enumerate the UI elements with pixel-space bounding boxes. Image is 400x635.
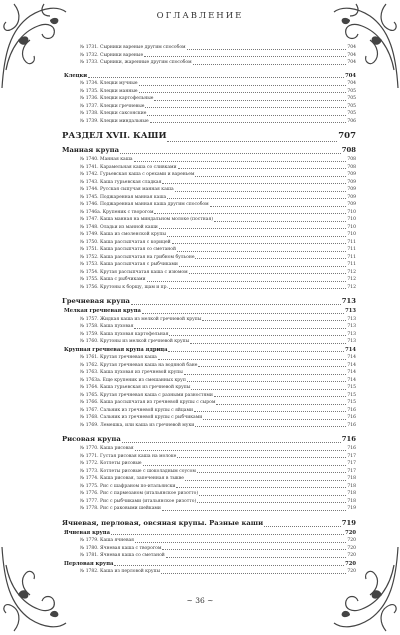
toc-entry-page: 715: [347, 392, 356, 398]
toc-entry-page: 710: [347, 217, 356, 222]
dot-leader: [216, 404, 346, 405]
toc-entry-page: 713: [347, 339, 356, 344]
toc-entry-page: 709: [347, 202, 356, 207]
dot-leader: [161, 573, 346, 574]
toc-entry[interactable]: [62, 422, 356, 430]
toc-entry-page: 714: [347, 362, 356, 368]
toc-entry-title: № 1734. Клецки мучные: [80, 81, 138, 86]
toc-entry[interactable]: [62, 407, 356, 415]
dot-leader: [131, 304, 341, 305]
dot-leader: [203, 419, 346, 420]
toc-entry-page: 718: [347, 498, 356, 504]
toc-entry-page: 718: [347, 476, 356, 481]
toc-entry-title: № 1768. Сальник из гречневой крупы с рыбчиками: [80, 415, 203, 420]
toc-entry[interactable]: [62, 186, 356, 194]
dot-leader: [147, 115, 346, 116]
toc-entry-title: № 1759. Каша пуховая картофельная: [80, 331, 169, 337]
dot-leader: [177, 457, 346, 458]
toc-entry-page: 716: [341, 435, 356, 443]
toc-category[interactable]: [62, 518, 356, 529]
toc-entry-title: № 1761. Крутая гречневая каша: [80, 355, 157, 360]
toc-entry-page: 713: [341, 297, 356, 305]
toc-entry[interactable]: [62, 201, 356, 209]
toc-entry-title: Ячневая крупа: [64, 529, 110, 536]
toc-entry-page: 712: [347, 284, 356, 290]
toc-entry[interactable]: [62, 209, 356, 217]
toc-section[interactable]: [62, 129, 356, 144]
dot-leader: [178, 168, 347, 169]
dot-leader: [154, 100, 346, 101]
dot-leader: [139, 85, 347, 86]
toc-entry-page: 719: [341, 518, 356, 527]
toc-entry-page: 720: [347, 538, 356, 543]
toc-entry[interactable]: [62, 505, 356, 513]
toc-entry[interactable]: [62, 490, 356, 498]
toc-entry[interactable]: [62, 377, 356, 385]
toc-entry[interactable]: [62, 246, 356, 254]
toc-entry-title: № 1755. Каша с рыбчиками: [80, 277, 146, 282]
dot-leader: [172, 243, 347, 244]
dot-leader: [197, 502, 346, 503]
dot-leader: [184, 374, 347, 375]
dot-leader: [122, 442, 341, 443]
dot-leader: [145, 107, 346, 108]
toc-entry-title: № 1737. Клецки гречневые: [80, 103, 145, 109]
dot-leader: [214, 396, 347, 397]
toc-entry-title: Ячневая, перловая, овсяная крупы. Разные каши: [62, 518, 264, 527]
toc-category[interactable]: [62, 145, 356, 156]
toc-entry[interactable]: [62, 399, 356, 407]
dot-leader: [120, 153, 341, 154]
toc-entry-title: № 1760. Крутоны из мелкой гречневой крупы: [80, 339, 190, 344]
dot-leader: [167, 141, 337, 142]
toc-entry-title: № 1782. Каша из перловой крупы: [80, 569, 161, 574]
toc-entry-page: 707: [338, 131, 356, 141]
toc-entry-title: № 1779. Каша ячневая: [80, 538, 134, 543]
dot-leader: [147, 281, 347, 282]
toc-entry[interactable]: [62, 44, 356, 52]
toc-entry-page: 708: [341, 146, 356, 154]
toc-entry[interactable]: [62, 224, 356, 232]
toc-entry[interactable]: [62, 118, 356, 126]
toc-entry-title: Мелкая гречневая крупа: [64, 308, 141, 314]
toc-entry-page: 718: [347, 483, 356, 489]
toc-entry[interactable]: [62, 453, 356, 461]
toc-entry-page: 705: [347, 103, 356, 109]
toc-entry-title: № 1775. Рис с шафраном по-итальянски: [80, 483, 176, 489]
toc-subsection[interactable]: [62, 560, 356, 569]
toc-entry[interactable]: [62, 568, 356, 576]
toc-entry-page: 714: [345, 346, 356, 353]
toc-entry[interactable]: [62, 460, 356, 468]
toc-entry-page: 714: [347, 377, 356, 383]
dot-leader: [144, 56, 346, 57]
toc-entry-page: 709: [347, 187, 356, 192]
toc-entry-title: № 1766. Каша рассыпчатая из гречневой крупы с сыром: [80, 400, 216, 405]
toc-entry-title: № 1733. Сырники, жаренные другим способом: [80, 60, 192, 65]
toc-entry-title: № 1748. Оладьи из манной каши: [80, 224, 158, 230]
dot-leader: [111, 534, 344, 535]
dot-leader: [177, 251, 346, 252]
toc-entry-title: Рисовая крупа: [62, 435, 121, 443]
toc-entry-title: № 1751. Каша рассыпчатая со сметаной: [80, 247, 176, 252]
toc-list: [62, 44, 356, 576]
toc-entry-title: № 1735. Клецки манные: [80, 88, 138, 94]
toc-entry[interactable]: [62, 384, 356, 392]
toc-entry-page: 709: [347, 172, 356, 177]
toc-entry-page: 712: [347, 277, 356, 282]
dot-leader: [167, 236, 346, 237]
toc-entry-title: № 1747. Каша манная на миндальном молоке (постная): [80, 217, 214, 222]
toc-entry[interactable]: [62, 331, 356, 339]
dot-leader: [114, 565, 344, 566]
dot-leader: [167, 198, 346, 199]
dot-leader: [166, 557, 347, 558]
dot-leader: [187, 49, 347, 50]
toc-entry[interactable]: [62, 276, 356, 284]
toc-entry-page: 715: [347, 400, 356, 405]
toc-entry-page: 713: [347, 331, 356, 337]
toc-entry-page: 715: [347, 385, 356, 390]
toc-entry-page: 711: [347, 254, 356, 260]
toc-entry-title: № 1778. Рис с раковыми шейками: [80, 506, 161, 511]
dot-leader: [135, 450, 347, 451]
toc-entry-title: № 1757. Жидкая каша из мелкой гречневой крупы: [80, 316, 202, 322]
toc-entry-page: 717: [347, 461, 356, 466]
toc-entry-title: № 1769. Лемешка, или каша из гречневой муки: [80, 422, 195, 428]
toc-entry[interactable]: [62, 323, 356, 331]
toc-entry-title: № 1780. Ячневая каша с творогом: [80, 545, 162, 551]
toc-entry[interactable]: [62, 231, 356, 239]
toc-entry-page: 720: [347, 569, 356, 574]
toc-entry-page: 704: [347, 52, 356, 58]
toc-entry-title: Клецки: [64, 72, 88, 79]
dot-leader: [191, 389, 346, 390]
toc-entry-page: 705: [347, 111, 356, 116]
toc-entry[interactable]: [62, 414, 356, 422]
dot-leader: [175, 191, 347, 192]
toc-entry-page: 716: [347, 422, 356, 428]
toc-entry-title: № 1764. Каша гурьевская из гречневой крупы: [80, 385, 191, 390]
toc-entry[interactable]: [62, 392, 356, 400]
toc-subsection[interactable]: [62, 346, 356, 355]
toc-entry-page: 710: [347, 209, 356, 215]
toc-entry-page: 720: [345, 529, 356, 536]
toc-entry-page: 719: [347, 506, 356, 511]
dot-leader: [169, 335, 346, 336]
toc-entry[interactable]: [62, 468, 356, 476]
bottom-left-ornament: [0, 545, 70, 635]
toc-entry-title: № 1773. Котлеты рисовые с шоколадным соусом: [80, 468, 196, 474]
toc-entry-title: № 1744. Русская сыпучая манная каша: [80, 187, 174, 192]
toc-entry-title: № 1741. Карамельная каша со сливками: [80, 164, 177, 170]
dot-leader: [135, 542, 346, 543]
toc-entry-title: Гречневая крупа: [62, 297, 130, 305]
toc-entry-page: 717: [347, 453, 356, 459]
toc-entry-page: 710: [347, 232, 356, 237]
toc-entry-title: № 1740. Манная каша: [80, 157, 133, 162]
toc-entry-title: № 1772. Котлеты рисовые: [80, 461, 142, 466]
toc-entry[interactable]: [62, 284, 356, 292]
dot-leader: [169, 288, 346, 289]
dot-leader: [198, 366, 346, 367]
toc-subsection[interactable]: [62, 72, 356, 81]
toc-entry[interactable]: [62, 354, 356, 362]
toc-entry[interactable]: [62, 103, 356, 111]
dot-leader: [150, 122, 347, 123]
toc-entry[interactable]: [62, 254, 356, 262]
toc-entry-title: № 1762. Крутая гречневая каша на водяной бане: [80, 362, 198, 368]
dot-leader: [142, 313, 344, 314]
page-header: ОГЛАВЛЕНИЕ: [156, 11, 244, 21]
toc-entry-title: Манная крупа: [62, 146, 120, 154]
toc-entry-page: 709: [347, 179, 356, 185]
toc-entry[interactable]: [62, 59, 356, 67]
toc-entry-page: 708: [347, 157, 356, 162]
toc-entry-page: 711: [347, 239, 356, 245]
dot-leader: [176, 487, 346, 488]
toc-entry-title: № 1765. Крутая гречневая каша с разными разностями: [80, 392, 213, 398]
dot-leader: [168, 351, 344, 352]
toc-entry-title: № 1770. Каша рисовая: [80, 446, 134, 451]
dot-leader: [214, 221, 346, 222]
toc-entry[interactable]: [62, 164, 356, 172]
toc-entry-title: № 1736. Клецки картофельные: [80, 96, 154, 101]
toc-entry-title: № 1731. Сырники вареные другим способом: [80, 45, 186, 50]
toc-entry[interactable]: [62, 483, 356, 491]
toc-category[interactable]: [62, 434, 356, 445]
dot-leader: [190, 343, 346, 344]
toc-entry-title: № 1752. Каша рассыпчатая на грибном бульоне: [80, 254, 195, 260]
toc-entry-page: 712: [347, 269, 356, 275]
toc-entry-title: Перловая крупа: [64, 560, 114, 567]
toc-entry-title: № 1781. Ячневая каша со сметаной: [80, 553, 165, 558]
dot-leader: [199, 495, 346, 496]
toc-entry-page: 720: [347, 553, 356, 558]
toc-entry[interactable]: [62, 369, 356, 377]
toc-entry-page: 714: [347, 370, 356, 375]
dot-leader: [210, 206, 347, 207]
toc-entry-page: 704: [347, 60, 356, 65]
toc-entry[interactable]: [62, 239, 356, 247]
toc-entry[interactable]: [62, 552, 356, 560]
dot-leader: [162, 549, 346, 550]
toc-entry-title: № 1743. Каша гурьевская сладкая: [80, 179, 162, 185]
toc-entry-title: № 1746а. Крупеник с творогом: [80, 209, 154, 215]
toc-entry[interactable]: [62, 269, 356, 277]
toc-entry[interactable]: [62, 545, 356, 553]
toc-entry-page: 713: [347, 324, 356, 329]
toc-entry-page: 708: [347, 164, 356, 170]
toc-entry-title: № 1758. Каша пуховая: [80, 324, 134, 329]
dot-leader: [185, 480, 346, 481]
toc-entry-page: 711: [347, 262, 356, 267]
dot-leader: [159, 228, 347, 229]
toc-entry-title: № 1749. Каша из смоленской крупы: [80, 232, 166, 237]
toc-entry-title: № 1763. Каша пуховая из гречневой крупы: [80, 370, 183, 375]
toc-entry-page: 716: [347, 407, 356, 413]
dot-leader: [162, 510, 347, 511]
toc-entry-title: № 1745. Поджаренная манная каша: [80, 194, 167, 200]
toc-entry[interactable]: [62, 194, 356, 202]
toc-entry[interactable]: [62, 498, 356, 506]
toc-entry-page: 714: [347, 355, 356, 360]
toc-entry-title: Крупная гречневая крупа ядрица: [64, 346, 168, 353]
toc-entry[interactable]: [62, 179, 356, 187]
dot-leader: [197, 472, 347, 473]
dot-leader: [202, 320, 346, 321]
toc-entry[interactable]: [62, 362, 356, 370]
toc-entry-page: 705: [347, 96, 356, 101]
dot-leader: [143, 465, 347, 466]
toc-entry-title: № 1739. Клецки миндальные: [80, 118, 149, 124]
dot-leader: [139, 92, 347, 93]
toc-subsection[interactable]: [62, 529, 356, 538]
toc-entry-title: № 1767. Сальник из гречневой крупы с яйцами: [80, 407, 193, 413]
toc-entry-title: № 1756. Крутоны к борщу, щам и пр.: [80, 284, 168, 290]
toc-entry-page: 718: [347, 491, 356, 496]
toc-entry-title: № 1750. Каша рассыпчатая с корицей: [80, 239, 171, 245]
page-number: ~ 36 ~: [186, 596, 214, 605]
toc-entry[interactable]: [62, 338, 356, 346]
dot-leader: [187, 381, 347, 382]
toc-entry-page: 716: [347, 415, 356, 420]
toc-entry-title: № 1753. Каша рассыпчатая с рыбчиками: [80, 262, 178, 267]
dot-leader: [195, 258, 346, 259]
toc-entry-title: № 1746. Поджаренная манная каша другим способом: [80, 202, 209, 207]
toc-entry[interactable]: [62, 216, 356, 224]
toc-entry[interactable]: [62, 88, 356, 96]
dot-leader: [162, 183, 346, 184]
toc-entry[interactable]: [62, 261, 356, 269]
toc-entry[interactable]: [62, 171, 356, 179]
toc-entry-page: 716: [347, 446, 356, 451]
dot-leader: [134, 161, 347, 162]
dot-leader: [179, 266, 347, 267]
dot-leader: [158, 359, 347, 360]
dot-leader: [195, 176, 346, 177]
toc-entry[interactable]: [62, 52, 356, 60]
toc-entry-page: 709: [347, 194, 356, 200]
toc-entry-page: 704: [347, 81, 356, 86]
dot-leader: [189, 273, 347, 274]
dot-leader: [88, 77, 344, 78]
toc-entry[interactable]: [62, 80, 356, 88]
toc-entry[interactable]: [62, 445, 356, 453]
dot-leader: [195, 426, 346, 427]
toc-entry-page: 711: [347, 247, 356, 252]
dot-leader: [154, 213, 346, 214]
toc-entry-title: № 1732. Сырники вареные: [80, 52, 144, 58]
toc-entry-title: № 1738. Клецки саксонские: [80, 111, 147, 116]
dot-leader: [193, 64, 347, 65]
toc-entry[interactable]: [62, 537, 356, 545]
toc-entry-title: № 1742. Гурьевская каша с орехами и вареньем: [80, 172, 195, 177]
toc-entry-title: № 1774. Каша рисовая, запеченная в тыкве: [80, 476, 184, 481]
toc-entry-page: 717: [347, 468, 356, 474]
toc-entry-page: 705: [347, 88, 356, 94]
toc-entry-title: № 1763а. Еще крупеник из смешанных круп: [80, 377, 186, 383]
dot-leader: [134, 328, 346, 329]
toc-subsection[interactable]: [62, 307, 356, 316]
dot-leader: [194, 411, 346, 412]
toc-entry-title: РАЗДЕЛ XVII. КАШИ: [62, 131, 167, 141]
toc-entry-page: 706: [347, 118, 356, 124]
toc-entry-page: 720: [347, 545, 356, 551]
dot-leader: [264, 526, 341, 527]
toc-entry[interactable]: [62, 95, 356, 103]
toc-entry-title: № 1776. Рис с пармезаном (итальянское ризотто): [80, 491, 199, 496]
toc-category[interactable]: [62, 296, 356, 307]
toc-entry[interactable]: [62, 316, 356, 324]
toc-entry-page: 713: [345, 308, 356, 314]
toc-entry-page: 710: [347, 224, 356, 230]
toc-entry-title: № 1754. Крутая рассыпчатая каша с изюмом: [80, 269, 188, 275]
toc-entry-title: № 1771. Густая рисовая каша на молоке: [80, 453, 177, 459]
toc-entry[interactable]: [62, 110, 356, 118]
toc-entry-page: 704: [345, 72, 356, 79]
toc-entry-page: 704: [347, 45, 356, 50]
toc-entry-title: № 1777. Рис с рыбчиками (итальянское ризотто): [80, 498, 197, 504]
toc-entry[interactable]: [62, 475, 356, 483]
toc-entry-page: 713: [347, 316, 356, 322]
toc-entry[interactable]: [62, 156, 356, 164]
toc-entry-page: 720: [345, 560, 356, 567]
